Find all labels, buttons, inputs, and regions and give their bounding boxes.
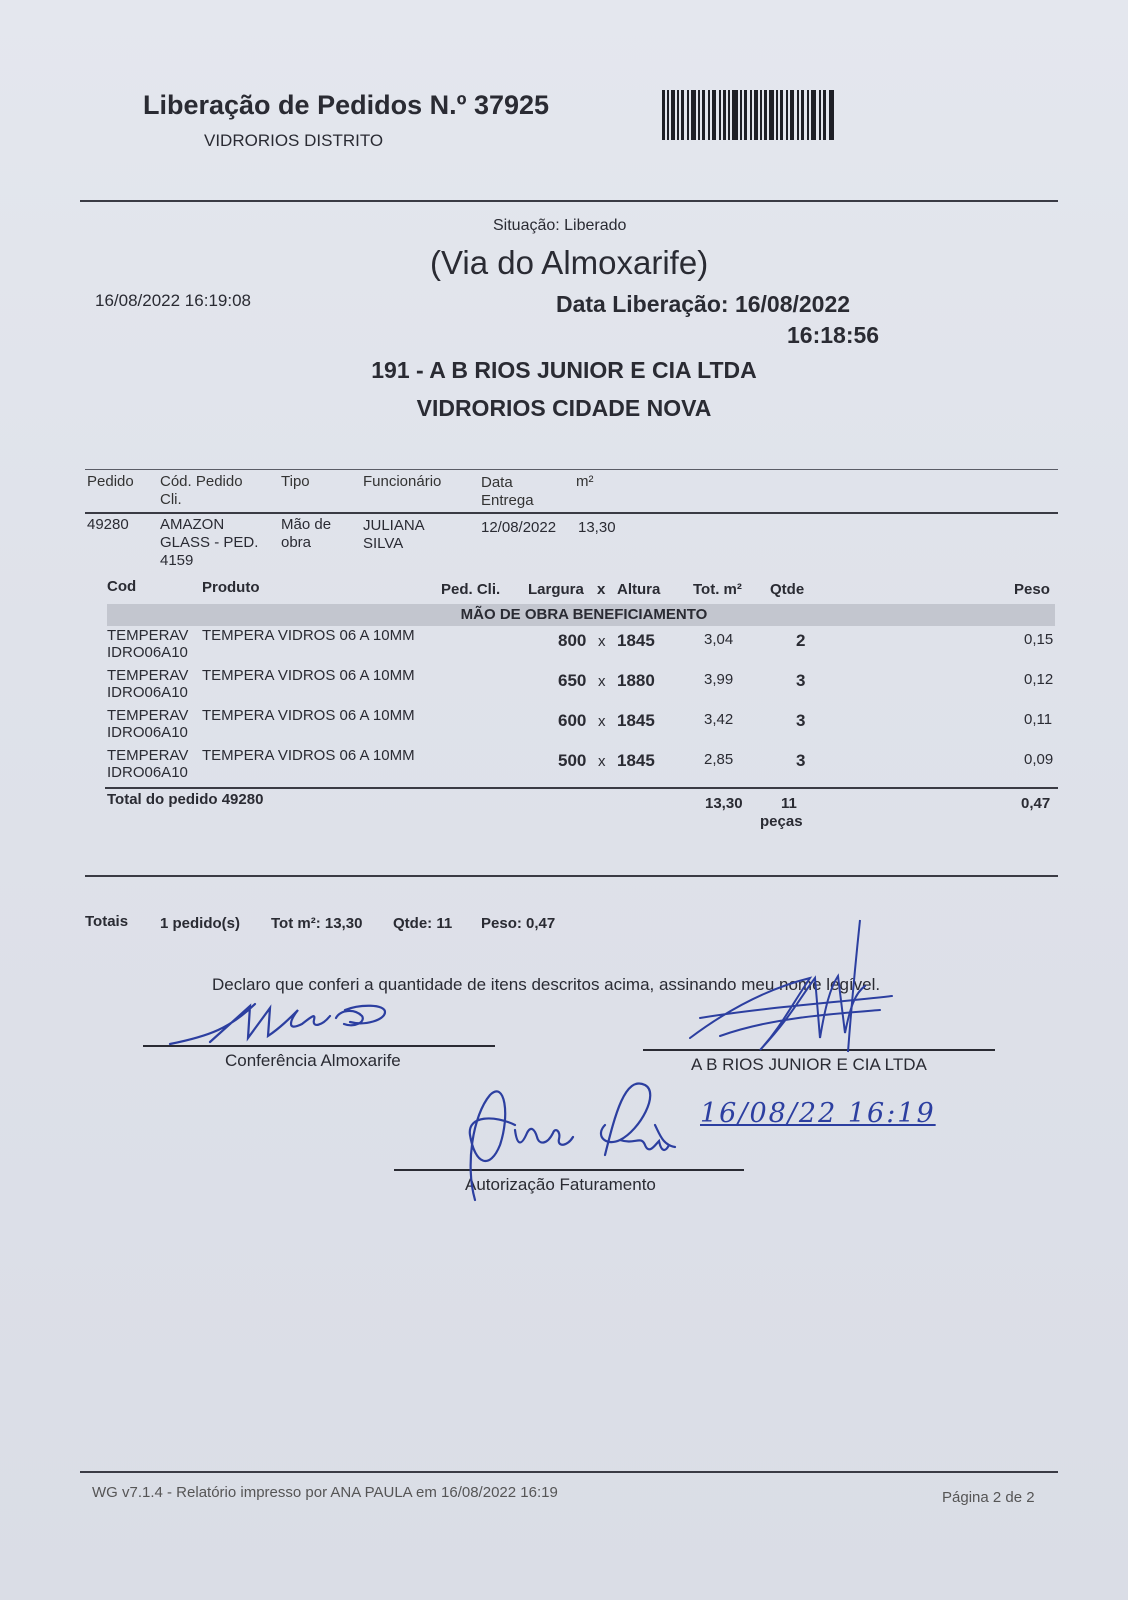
signature-ana-paula-drawing <box>455 1075 685 1205</box>
header-divider <box>80 200 1058 202</box>
item-largura: 600 <box>558 711 587 730</box>
items-header-qtde: Qtde <box>770 581 805 598</box>
item-cod-line1: TEMPERAV <box>107 627 189 644</box>
col-header-pedido: Pedido <box>87 473 134 490</box>
order-table-header-border <box>85 512 1058 514</box>
item-largura: 500 <box>558 751 587 770</box>
status-label: Situação: Liberado <box>493 217 627 234</box>
item-peso: 0,12 <box>1024 671 1054 688</box>
item-x: x <box>598 713 606 730</box>
item-peso: 0,11 <box>1024 711 1053 728</box>
order-tipo-line1: Mão de <box>281 516 332 533</box>
totals-label: Totais <box>85 913 129 930</box>
order-tipo-line2: obra <box>281 534 312 551</box>
totals-m2: Tot m²: 13,30 <box>271 915 363 932</box>
signature-company-drawing <box>680 918 910 1058</box>
order-pedido: 49280 <box>87 516 129 533</box>
order-table-top-border <box>85 469 1058 470</box>
handwritten-date: 16/08/22 16:19 <box>700 1098 936 1129</box>
item-cod-line2: IDRO06A10 <box>107 764 188 781</box>
footer-divider <box>80 1471 1058 1473</box>
release-time: 16:18:56 <box>787 322 880 348</box>
item-altura: 1845 <box>617 711 655 730</box>
order-total-qtde: 11 <box>781 795 797 812</box>
items-header-tot-m2: Tot. m² <box>693 581 742 598</box>
order-cod-line1: AMAZON <box>160 516 225 533</box>
items-header-ped-cli: Ped. Cli. <box>441 581 501 598</box>
item-qtde: 3 <box>796 711 806 730</box>
group-label: MÃO DE OBRA BENEFICIAMENTO <box>460 606 708 623</box>
printed-datetime: 16/08/2022 16:19:08 <box>95 291 251 310</box>
item-qtde: 2 <box>796 631 806 650</box>
order-total-qtde-unit: peças <box>760 813 803 830</box>
col-header-tipo: Tipo <box>281 473 310 490</box>
totals-divider <box>85 875 1058 877</box>
items-header-largura: Largura <box>528 581 584 598</box>
col-header-cod-pedido-cli: Cli. <box>160 491 182 508</box>
order-total-m2: 13,30 <box>705 795 743 812</box>
item-peso: 0,09 <box>1024 751 1054 768</box>
signature-label-conferencia: Conferência Almoxarife <box>225 1051 401 1070</box>
document-title: Liberação de Pedidos N.º 37925 <box>143 90 550 120</box>
release-date: Data Liberação: 16/08/2022 <box>556 291 851 317</box>
item-produto: TEMPERA VIDROS 06 A 10MM <box>202 667 415 684</box>
col-header-m2: m² <box>576 473 594 490</box>
footer-printed-by: WG v7.1.4 - Relatório impresso por ANA PAULA em 16/08/2022 16:19 <box>92 1484 558 1501</box>
order-cod-line3: 4159 <box>160 552 194 569</box>
order-data-entrega: 12/08/2022 <box>481 519 557 536</box>
item-tot-m2: 3,42 <box>704 711 734 728</box>
issuer-company: VIDRORIOS DISTRITO <box>204 131 384 150</box>
item-cod-line1: TEMPERAV <box>107 747 189 764</box>
item-largura: 650 <box>558 671 587 690</box>
item-x: x <box>598 753 606 770</box>
item-cod-line1: TEMPERAV <box>107 707 189 724</box>
item-peso: 0,15 <box>1024 631 1054 648</box>
col-header-data: Data <box>481 474 513 491</box>
items-header-altura: Altura <box>617 581 661 598</box>
item-altura: 1845 <box>617 751 655 770</box>
order-funcionario-line2: SILVA <box>363 535 404 552</box>
col-header-cod-pedido: Cód. Pedido <box>160 473 243 490</box>
signature-label-company: A B RIOS JUNIOR E CIA LTDA <box>691 1055 927 1074</box>
copy-type-label: (Via do Almoxarife) <box>430 244 709 281</box>
order-funcionario-line1: JULIANA <box>363 517 425 534</box>
order-cod-line2: GLASS - PED. <box>160 534 259 551</box>
col-header-entrega: Entrega <box>481 492 534 509</box>
items-header-produto: Produto <box>202 579 260 596</box>
item-tot-m2: 3,04 <box>704 631 734 648</box>
item-cod-line2: IDRO06A10 <box>107 644 188 661</box>
totals-pedidos: 1 pedido(s) <box>160 915 241 932</box>
order-total-peso: 0,47 <box>1021 795 1051 812</box>
declaration-text: Declaro que conferi a quantidade de itens descritos acima, assinando meu nome legível. <box>212 975 881 994</box>
barcode-image <box>662 90 834 140</box>
signature-conferencia-drawing <box>140 998 400 1048</box>
item-cod-line2: IDRO06A10 <box>107 684 188 701</box>
order-m2: 13,30 <box>578 519 616 536</box>
items-header-peso: Peso <box>1014 581 1050 598</box>
client-name: 191 - A B RIOS JUNIOR E CIA LTDA <box>371 357 757 383</box>
item-x: x <box>598 633 606 650</box>
item-altura: 1845 <box>617 631 655 650</box>
item-cod-line1: TEMPERAV <box>107 667 189 684</box>
item-tot-m2: 3,99 <box>704 671 734 688</box>
items-total-border <box>105 787 1058 789</box>
signature-label-faturamento: Autorização Faturamento <box>465 1175 656 1194</box>
item-qtde: 3 <box>796 671 806 690</box>
item-produto: TEMPERA VIDROS 06 A 10MM <box>202 707 415 724</box>
item-tot-m2: 2,85 <box>704 751 734 768</box>
totals-qtde: Qtde: 11 <box>393 915 453 932</box>
col-header-funcionario: Funcionário <box>363 473 442 490</box>
items-header-cod: Cod <box>107 578 137 595</box>
footer-page-number: Página 2 de 2 <box>942 1489 1035 1506</box>
item-largura: 800 <box>558 631 587 650</box>
item-x: x <box>598 673 606 690</box>
order-total-label: Total do pedido 49280 <box>107 791 264 808</box>
item-cod-line2: IDRO06A10 <box>107 724 188 741</box>
totals-peso: Peso: 0,47 <box>481 915 556 932</box>
item-altura: 1880 <box>617 671 655 690</box>
item-qtde: 3 <box>796 751 806 770</box>
items-header-x: x <box>597 581 606 598</box>
client-store: VIDRORIOS CIDADE NOVA <box>416 395 712 421</box>
item-produto: TEMPERA VIDROS 06 A 10MM <box>202 747 415 764</box>
item-produto: TEMPERA VIDROS 06 A 10MM <box>202 627 415 644</box>
